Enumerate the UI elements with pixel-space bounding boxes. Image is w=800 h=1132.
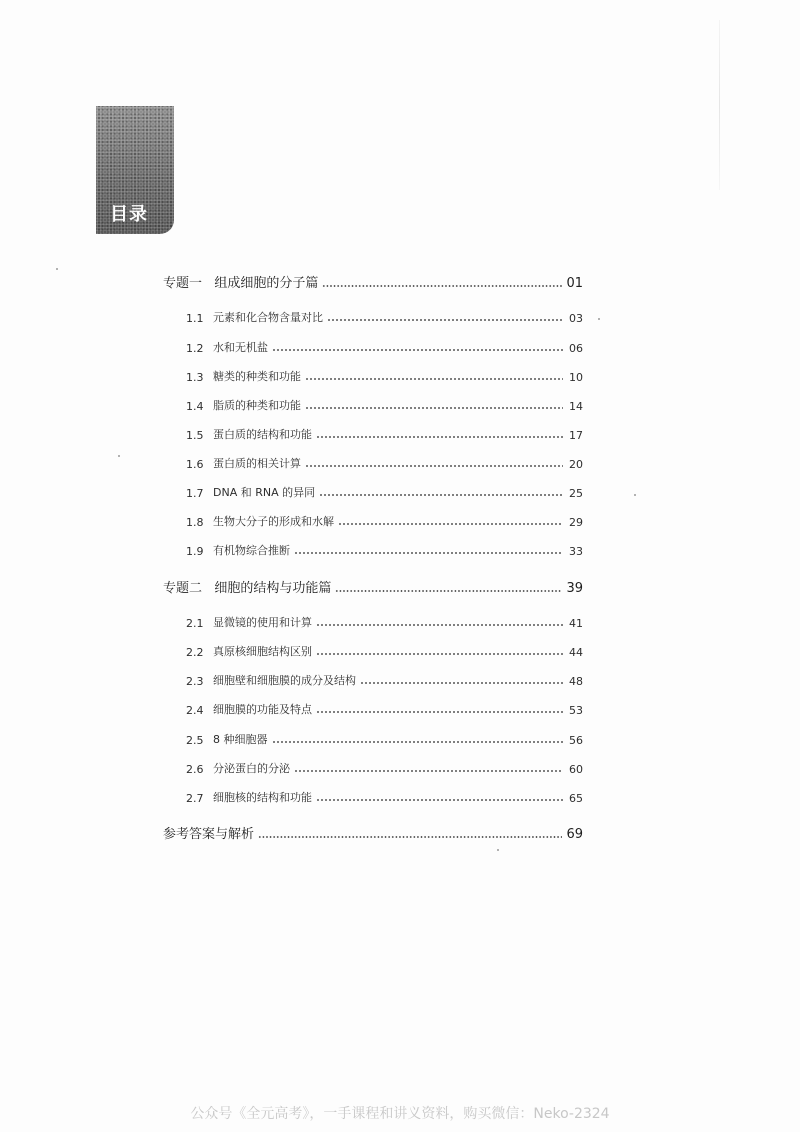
entry-number: 1.8	[186, 516, 204, 529]
entry-label: 细胞壁和细胞膜的成分及结构	[213, 674, 356, 687]
scan-speck	[598, 318, 600, 320]
entry-number: 1.7	[186, 487, 204, 500]
entry-number: 2.2	[186, 646, 204, 659]
entry-label: 糖类的种类和功能	[213, 370, 301, 383]
toc-entry-2-7[interactable]	[186, 785, 583, 805]
page-number: 20	[569, 458, 583, 471]
dot-leader	[360, 682, 563, 684]
entry-label: 脂质的种类和功能	[213, 399, 301, 412]
entry-label: 8 种细胞器	[213, 733, 268, 746]
section-label: 专题一 组成细胞的分子篇	[163, 276, 319, 291]
toc-entry-1-2[interactable]	[186, 335, 583, 355]
page-number: 17	[569, 429, 583, 442]
page-number: 65	[569, 792, 583, 805]
dot-leader	[319, 494, 563, 496]
watermark-footer: 公众号《全元高考》，一手课程和讲义资料，购买微信：Neko-2324	[190, 1106, 610, 1122]
scan-speck	[56, 268, 58, 270]
entry-label: 显微镜的使用和计算	[213, 616, 312, 629]
dot-leader	[316, 711, 563, 713]
page-number: 39	[566, 581, 583, 596]
scan-speck	[118, 455, 120, 457]
entry-number: 1.9	[186, 545, 204, 558]
section-label: 参考答案与解析	[163, 827, 255, 842]
dot-leader	[322, 285, 562, 287]
entry-label: 生物大分子的形成和水解	[213, 515, 334, 528]
section-label: 专题二 细胞的结构与功能篇	[163, 581, 332, 596]
dot-leader	[316, 653, 563, 655]
toc-entry-2-2[interactable]	[186, 639, 583, 659]
dot-leader	[316, 624, 563, 626]
toc-entry-2-4[interactable]	[186, 697, 583, 717]
page-number: 48	[569, 675, 583, 688]
toc-entry-2-6[interactable]	[186, 756, 583, 776]
entry-label: 水和无机盐	[213, 341, 268, 354]
entry-label: DNA 和 RNA 的异同	[213, 486, 316, 499]
page-number: 41	[569, 617, 583, 630]
entry-label: 真原核细胞结构区别	[213, 645, 312, 658]
toc-entry-2-1[interactable]	[186, 610, 583, 630]
entry-label: 蛋白质的结构和功能	[213, 428, 312, 441]
page-number: 60	[569, 763, 583, 776]
entry-label: 细胞膜的功能及特点	[213, 703, 312, 716]
dot-leader	[258, 836, 562, 838]
scan-speck	[634, 494, 636, 496]
entry-number: 2.6	[186, 763, 204, 776]
dot-leader	[316, 436, 563, 438]
entry-label: 元素和化合物含量对比	[213, 311, 323, 324]
entry-number: 1.3	[186, 371, 204, 384]
entry-number: 1.2	[186, 342, 204, 355]
toc-entry-1-4[interactable]	[186, 393, 583, 413]
dot-leader	[316, 799, 563, 801]
dot-leader	[305, 465, 563, 467]
page-number: 06	[569, 342, 583, 355]
toc-entry-2-3[interactable]	[186, 668, 583, 688]
scan-speck	[497, 849, 499, 851]
entry-number: 2.4	[186, 704, 204, 717]
dot-leader	[327, 319, 563, 321]
entry-number: 2.7	[186, 792, 204, 805]
entry-number: 2.1	[186, 617, 204, 630]
toc-section-1[interactable]	[163, 271, 583, 291]
toc-title: 目录	[110, 204, 148, 225]
dot-leader	[294, 552, 563, 554]
page-number: 01	[566, 276, 583, 291]
entry-number: 2.5	[186, 734, 204, 747]
toc-entry-1-7[interactable]	[186, 480, 583, 500]
dot-leader	[305, 378, 563, 380]
page-number: 69	[566, 827, 583, 842]
toc-entry-1-6[interactable]	[186, 451, 583, 471]
toc-entry-1-8[interactable]	[186, 509, 583, 529]
page-number: 10	[569, 371, 583, 384]
entry-number: 1.4	[186, 400, 204, 413]
page-number: 03	[569, 312, 583, 325]
entry-number: 1.5	[186, 429, 204, 442]
page-number: 25	[569, 487, 583, 500]
page-number: 14	[569, 400, 583, 413]
dot-leader	[294, 770, 563, 772]
dot-leader	[272, 741, 564, 743]
dot-leader	[272, 349, 563, 351]
entry-label: 蛋白质的相关计算	[213, 457, 301, 470]
toc-entry-1-3[interactable]	[186, 364, 583, 384]
page-number: 33	[569, 545, 583, 558]
page-number: 44	[569, 646, 583, 659]
toc-entry-1-5[interactable]	[186, 422, 583, 442]
dot-leader	[335, 590, 562, 592]
page-number: 29	[569, 516, 583, 529]
page-number: 53	[569, 704, 583, 717]
toc-entry-2-5[interactable]	[186, 727, 583, 747]
dot-leader	[305, 407, 563, 409]
toc-entry-1-1[interactable]	[186, 305, 583, 325]
page-number: 56	[569, 734, 583, 747]
entry-number: 1.6	[186, 458, 204, 471]
entry-label: 有机物综合推断	[213, 544, 290, 557]
entry-number: 1.1	[186, 312, 204, 325]
entry-label: 分泌蛋白的分泌	[213, 762, 290, 775]
dot-leader	[338, 523, 563, 525]
entry-label: 细胞核的结构和功能	[213, 791, 312, 804]
toc-section-answers[interactable]	[163, 822, 583, 842]
toc-section-2[interactable]	[163, 576, 583, 596]
toc-entry-1-9[interactable]	[186, 538, 583, 558]
entry-number: 2.3	[186, 675, 204, 688]
